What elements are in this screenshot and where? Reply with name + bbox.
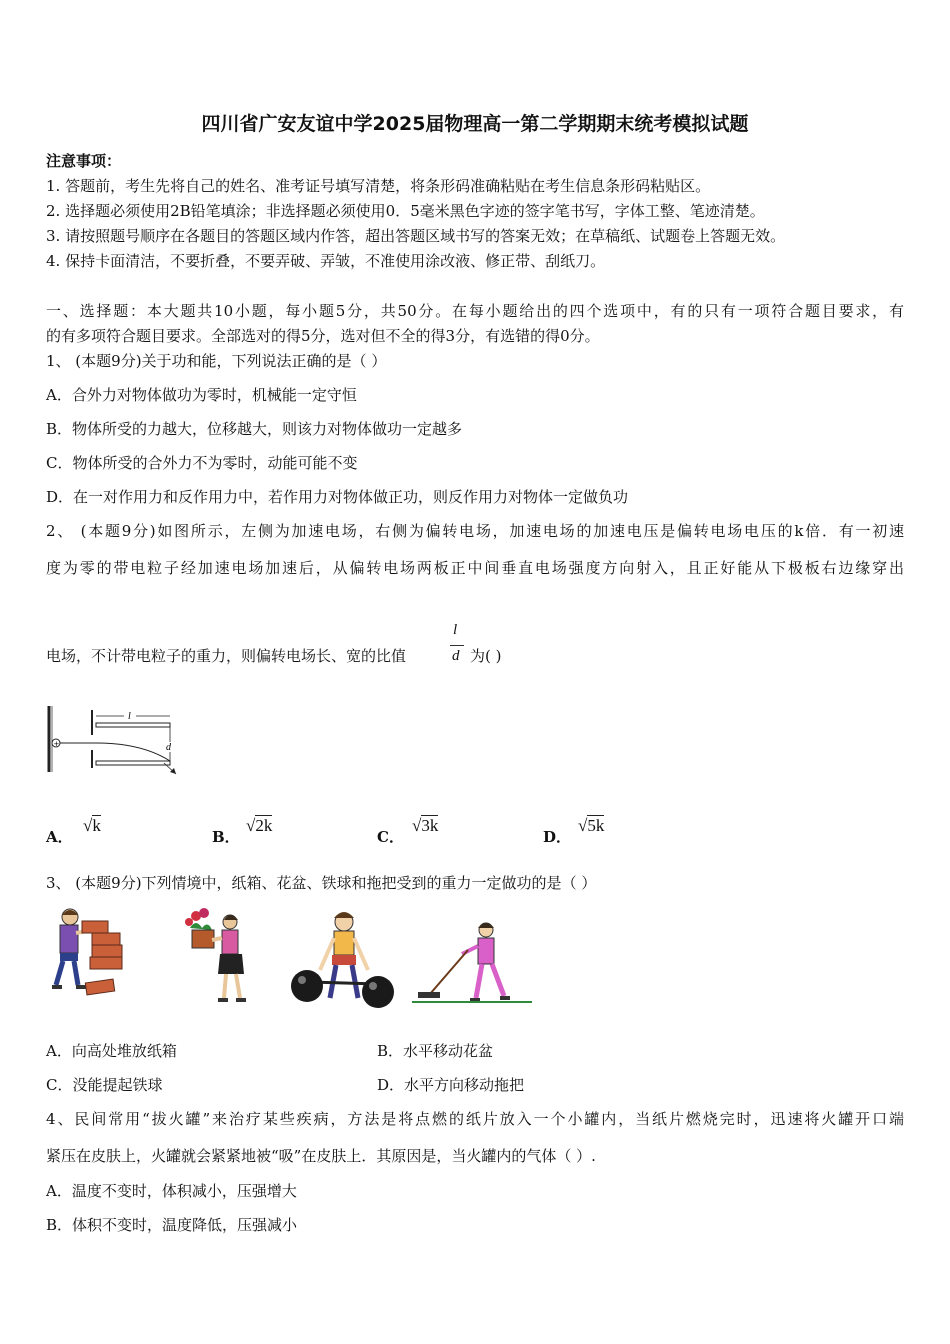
- q4-option-a: A．温度不变时，体积减小，压强增大: [46, 1182, 297, 1200]
- fraction-denominator: d: [452, 648, 460, 664]
- q2-option-c-value: √3k: [412, 816, 439, 835]
- question-1-stem: 1、 (本题9分)关于功和能，下列说法正确的是（ ）: [46, 352, 387, 370]
- q2-option-d-label: D．: [543, 828, 572, 846]
- question-2-line2: 度为零的带电粒子经加速电场加速后，从偏转电场两板正中间垂直电场强度方向射入，且正好能从下极板右边缘穿出: [46, 559, 904, 577]
- lifting-iron-ball-illustration: [290, 908, 398, 1010]
- q2-option-a-value: √k: [83, 816, 101, 835]
- q2-option-a-label: A．: [46, 828, 73, 846]
- figure-label-l: l: [128, 711, 131, 722]
- q3-option-d: D．水平方向移动拖把: [377, 1076, 525, 1094]
- mopping-illustration: [412, 918, 534, 1008]
- notice-item: 4. 保持卡面清洁，不要折叠，不要弄破、弄皱，不准使用涂改液、修正带、刮纸刀。: [46, 252, 606, 270]
- svg-text:+: +: [53, 740, 60, 748]
- notice-item: 3. 请按照题号顺序在各题目的答题区域内作答，超出答题区域书写的答案无效；在草稿纸、试题卷上答题无效。: [46, 227, 786, 245]
- fraction-numerator: l: [453, 622, 458, 638]
- notice-item: 2. 选择题必须使用2B铅笔填涂；非选择题必须使用0．5毫米黑色字迹的签字笔书写，字体工整、笔迹清楚。: [46, 202, 765, 220]
- question-4-line2: 紧压在皮肤上，火罐就会紧紧地被“吸”在皮肤上．其原因是，当火罐内的气体（ ）.: [46, 1147, 596, 1165]
- notice-item: 1. 答题前，考生先将自己的姓名、准考证号填写清楚，将条形码准确粘贴在考生信息条形码粘贴区。: [46, 177, 711, 195]
- q2-option-c-label: C．: [377, 828, 404, 846]
- q1-option-b: B．物体所受的力越大，位移越大，则该力对物体做功一定越多: [46, 420, 463, 438]
- q3-option-b: B．水平移动花盆: [377, 1042, 494, 1060]
- stacking-boxes-illustration: [48, 905, 134, 1005]
- q1-option-d: D．在一对作用力和反作用力中，若作用力对物体做正功，则反作用力对物体一定做负功: [46, 488, 629, 506]
- radicand: 5k: [587, 816, 605, 835]
- notice-heading: 注意事项：: [46, 152, 122, 170]
- question-3-stem: 3、 (本题9分)下列情境中，纸箱、花盆、铁球和拖把受到的重力一定做功的是（ ）: [46, 874, 597, 892]
- page-title: 四川省广安友谊中学2025届物理高一第二学期期末统考模拟试题: [201, 113, 749, 135]
- q1-option-a: A．合外力对物体做功为零时，机械能一定守恒: [46, 386, 357, 404]
- question-2-line1: 2、 (本题9分)如图所示，左侧为加速电场，右侧为偏转电场，加速电场的加速电压是偏转电场电压的k倍．有一初速: [46, 522, 904, 540]
- section-intro-line1: 一、选择题：本大题共10小题，每小题5分，共50分。在每小题给出的四个选项中，有的只有一项符合题目要求，有: [46, 302, 904, 320]
- deflection-field-figure: [44, 700, 184, 780]
- q2-option-b-value: √2k: [246, 816, 273, 835]
- q1-option-c: C．物体所受的合外力不为零时，动能可能不变: [46, 454, 358, 472]
- question-2-line3: 电场，不计带电粒子的重力，则偏转电场长、宽的比值: [46, 647, 407, 665]
- figure-label-d: d: [166, 742, 171, 753]
- fraction-bar: [450, 645, 464, 646]
- q2-option-b-label: B．: [212, 828, 240, 846]
- carrying-flowerpot-illustration: [184, 908, 248, 1008]
- q4-option-b: B．体积不变时，温度降低，压强减小: [46, 1216, 298, 1234]
- q3-option-c: C．没能提起铁球: [46, 1076, 163, 1094]
- question-2-answer-blank: 为( ): [470, 647, 502, 665]
- q3-option-a: A．向高处堆放纸箱: [46, 1042, 177, 1060]
- radicand: 2k: [255, 816, 273, 835]
- q2-option-d-value: √5k: [578, 816, 605, 835]
- radicand: 3k: [421, 816, 439, 835]
- radicand: k: [92, 816, 101, 835]
- question-4-line1: 4、民间常用“拔火罐”来治疗某些疾病，方法是将点燃的纸片放入一个小罐内，当纸片燃烧完时，迅速将火罐开口端: [46, 1110, 904, 1128]
- section-intro-line2: 的有多项符合题目要求。全部选对的得5分，选对但不全的得3分，有选错的得0分。: [46, 327, 600, 345]
